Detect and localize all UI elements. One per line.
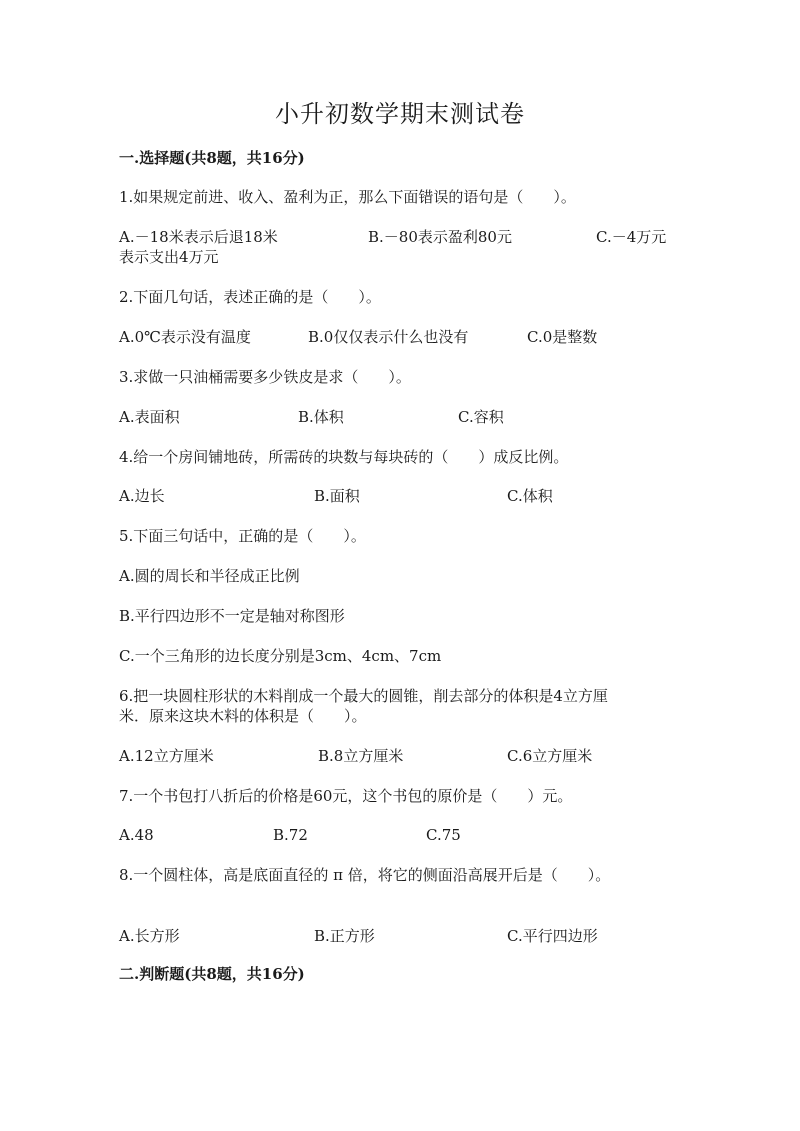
question-3-option-c: C.容积 <box>458 408 504 426</box>
question-5-option-b: B.平行四边形不一定是轴对称图形 <box>119 607 345 625</box>
question-1-option-c: C.－4万元 <box>596 228 667 246</box>
question-6-option-b: B.8立方厘米 <box>318 747 404 765</box>
section-heading-choice: 一.选择题(共8题，共16分) <box>119 149 305 167</box>
section-heading-judgement: 二.判断题(共8题，共16分) <box>119 965 305 983</box>
question-7-stem: 7.一个书包打八折后的价格是60元，这个书包的原价是（ ）元。 <box>119 787 573 805</box>
question-6-stem: 6.把一块圆柱形状的木料削成一个最大的圆锥，削去部分的体积是4立方厘 <box>119 687 608 705</box>
question-1-option-a: A.－18米表示后退18米 <box>119 228 278 246</box>
question-1-stem: 1.如果规定前进、收入、盈利为正，那么下面错误的语句是（ ）。 <box>119 188 576 206</box>
question-7-option-a: A.48 <box>119 826 154 844</box>
question-2-option-c: C.0是整数 <box>527 328 598 346</box>
question-4-option-c: C.体积 <box>507 487 553 505</box>
question-6-stem-continued: 米．原来这块木料的体积是（ ）。 <box>119 707 367 725</box>
question-8-option-c: C.平行四边形 <box>507 927 598 945</box>
question-4-option-b: B.面积 <box>314 487 360 505</box>
question-7-option-c: C.75 <box>426 826 461 844</box>
question-2-stem: 2.下面几句话，表述正确的是（ ）。 <box>119 288 381 306</box>
page-title: 小升初数学期末测试卷 <box>275 100 525 128</box>
question-5-option-a: A.圆的周长和半径成正比例 <box>119 567 300 585</box>
question-3-stem: 3.求做一只油桶需要多少铁皮是求（ ）。 <box>119 368 411 386</box>
question-7-option-b: B.72 <box>273 826 308 844</box>
question-5-option-c: C.一个三角形的边长度分别是3cm、4cm、7cm <box>119 647 442 665</box>
question-8-stem: 8.一个圆柱体，高是底面直径的 π 倍，将它的侧面沿高展开后是（ ）。 <box>119 866 611 884</box>
question-6-option-a: A.12立方厘米 <box>119 747 214 765</box>
question-4-stem: 4.给一个房间铺地砖，所需砖的块数与每块砖的（ ）成反比例。 <box>119 448 569 466</box>
question-3-option-a: A.表面积 <box>119 408 180 426</box>
question-1-option-c-continued: 表示支出4万元 <box>119 248 219 266</box>
question-5-stem: 5.下面三句话中，正确的是（ ）。 <box>119 527 366 545</box>
question-6-option-c: C.6立方厘米 <box>507 747 593 765</box>
question-3-option-b: B.体积 <box>298 408 344 426</box>
question-1-option-b: B.－80表示盈利80元 <box>368 228 512 246</box>
question-8-option-b: B.正方形 <box>314 927 375 945</box>
question-2-option-a: A.0℃表示没有温度 <box>119 328 251 346</box>
question-8-option-a: A.长方形 <box>119 927 180 945</box>
question-2-option-b: B.0仅仅表示什么也没有 <box>308 328 469 346</box>
question-4-option-a: A.边长 <box>119 487 165 505</box>
